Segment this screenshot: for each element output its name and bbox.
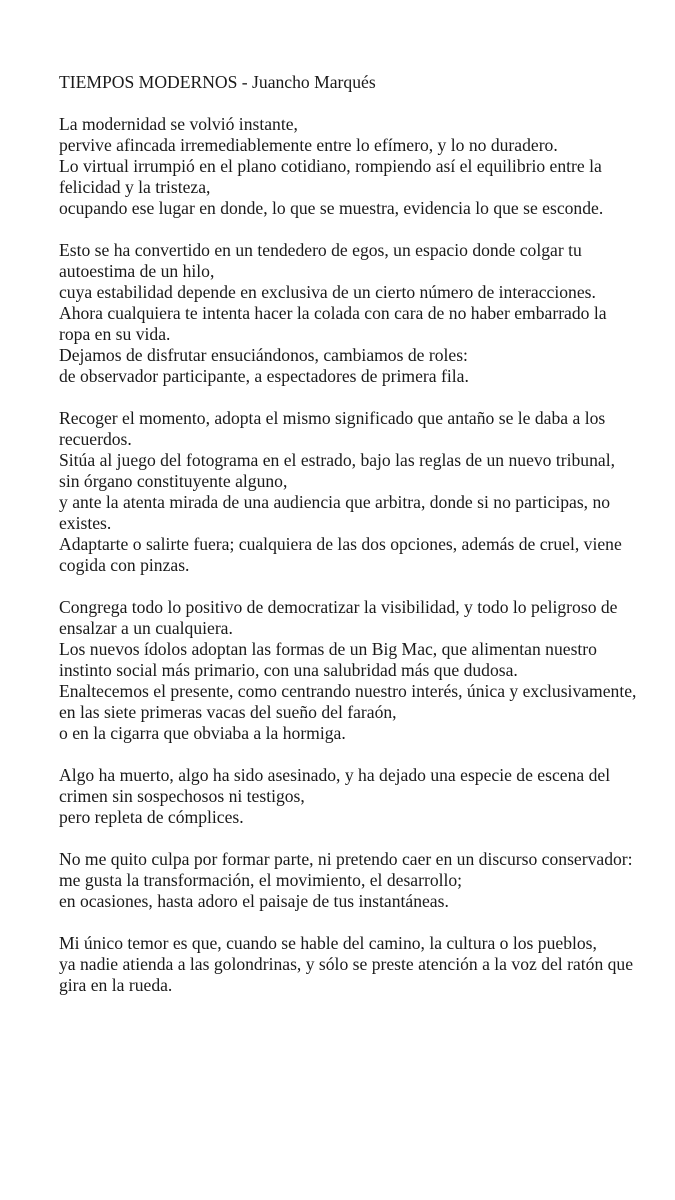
- stanza: [59, 240, 639, 387]
- document-body: [59, 72, 639, 1017]
- verse-line: Congrega todo lo positivo de democratizar la visibilidad, y todo lo peligroso de ensalzar a un cualquiera.: [59, 597, 618, 638]
- verse-line: Adaptarte o salirte fuera; cualquiera de las dos opciones, además de cruel, viene cogida con pinzas.: [59, 534, 622, 575]
- stanza: [59, 114, 639, 219]
- verse-line: de observador participante, a espectadores de primera fila.: [59, 366, 469, 386]
- verse-line: en ocasiones, hasta adoro el paisaje de tus instantáneas.: [59, 891, 449, 911]
- verse-line: y ante la atenta mirada de una audiencia que arbitra, donde si no participas, no existes.: [59, 492, 611, 533]
- verse-line: Sitúa al juego del fotograma en el estrado, bajo las reglas de un nuevo tribunal, sin órgano constituyente alguno,: [59, 450, 615, 491]
- verse-line: o en la cigarra que obviaba a la hormiga.: [59, 723, 346, 743]
- stanza: [59, 765, 639, 828]
- document-title: TIEMPOS MODERNOS - Juancho Marqués: [59, 72, 376, 92]
- verse-line: me gusta la transformación, el movimiento, el desarrollo;: [59, 870, 463, 890]
- verse-line: Los nuevos ídolos adoptan las formas de un Big Mac, que alimentan nuestro instinto social más primario, con una salubridad más que dudosa.: [59, 639, 597, 680]
- verse-line: pervive afincada irremediablemente entre lo efímero, y lo no duradero.: [59, 135, 558, 155]
- verse-line: Ahora cualquiera te intenta hacer la colada con cara de no haber embarrado la ropa en su vida.: [59, 303, 607, 344]
- verse-line: No me quito culpa por formar parte, ni pretendo caer en un discurso conservador:: [59, 849, 633, 869]
- verse-line: Algo ha muerto, algo ha sido asesinado, y ha dejado una especie de escena del crimen sin sospechosos ni testigos,: [59, 765, 611, 806]
- verse-line: Enaltecemos el presente, como centrando nuestro interés, única y exclusivamente, en las siete primeras vacas del sueño del faraón,: [59, 681, 637, 722]
- stanza: [59, 408, 639, 576]
- verse-line: Recoger el momento, adopta el mismo significado que antaño se le daba a los recuerdos.: [59, 408, 606, 449]
- stanza: [59, 849, 639, 912]
- verse-line: Dejamos de disfrutar ensuciándonos, cambiamos de roles:: [59, 345, 468, 365]
- verse-line: Lo virtual irrumpió en el plano cotidiano, rompiendo así el equilibrio entre la felicidad y la tristeza,: [59, 156, 602, 197]
- verse-line: ocupando ese lugar en donde, lo que se muestra, evidencia lo que se esconde.: [59, 198, 604, 218]
- verse-line: La modernidad se volvió instante,: [59, 114, 298, 134]
- verse-line: pero repleta de cómplices.: [59, 807, 244, 827]
- stanza: [59, 597, 639, 744]
- verse-line: ya nadie atienda a las golondrinas, y sólo se preste atención a la voz del ratón que gira en la rueda.: [59, 954, 634, 995]
- verse-line: Mi único temor es que, cuando se hable del camino, la cultura o los pueblos,: [59, 933, 597, 953]
- stanza: [59, 933, 639, 996]
- verse-line: cuya estabilidad depende en exclusiva de un cierto número de interacciones.: [59, 282, 596, 302]
- verse-line: Esto se ha convertido en un tendedero de egos, un espacio donde colgar tu autoestima de un hilo,: [59, 240, 582, 281]
